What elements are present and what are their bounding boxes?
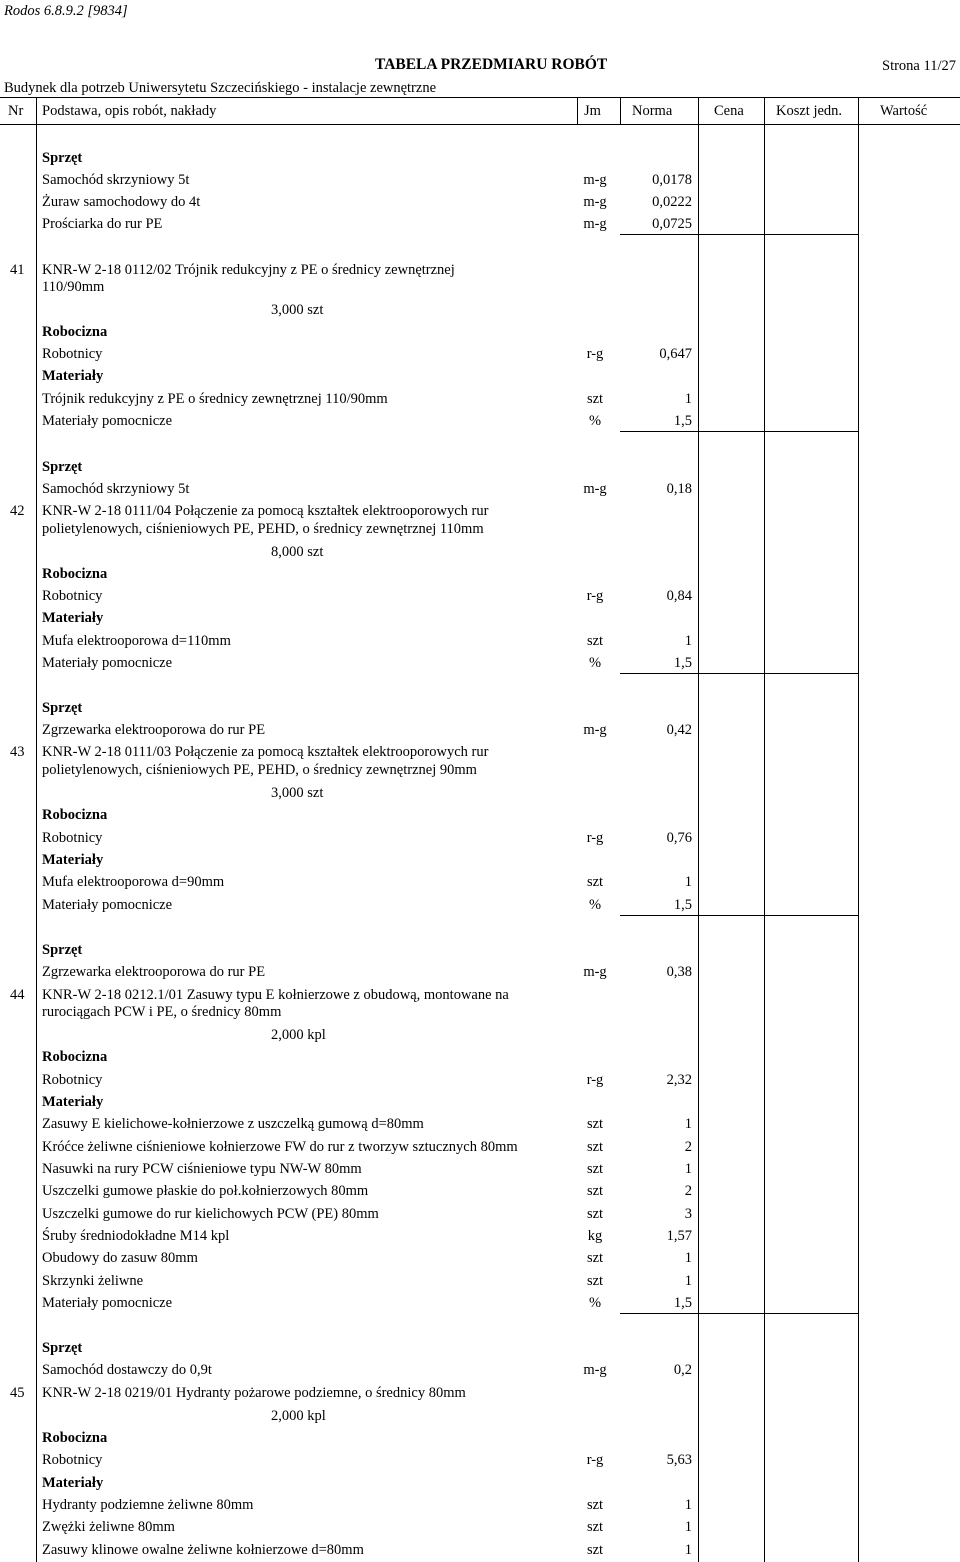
subtotal-line (620, 1313, 858, 1314)
unit-cell: szt (586, 1206, 604, 1222)
norma-cell: 1 (684, 391, 692, 407)
norma-cell: 2,32 (666, 1072, 692, 1088)
norma-cell: 1 (684, 1116, 692, 1132)
unit-cell: kg (587, 1228, 603, 1244)
unit-cell: m-g (583, 216, 607, 232)
unit-cell: szt (586, 391, 604, 407)
unit-cell: r-g (586, 346, 604, 362)
col-sep-5 (764, 97, 765, 1562)
section-label: Sprzęt (42, 1340, 83, 1356)
resource-name: Nasuwki na rury PCW ciśnieniowe typu NW-W 80mm (42, 1161, 362, 1177)
item-number: 44 (10, 987, 25, 1003)
document-title: TABELA PRZEDMIARU ROBÓT (375, 56, 608, 73)
section-label: Robocizna (42, 566, 108, 582)
header-nr: Nr (8, 103, 24, 119)
subtotal-line (620, 431, 858, 432)
section-label: Materiały (42, 610, 104, 626)
resource-name: Samochód dostawczy do 0,9t (42, 1362, 212, 1378)
resource-name: Robotnicy (42, 1072, 103, 1088)
unit-cell: szt (586, 1497, 604, 1513)
norma-cell: 1 (684, 874, 692, 890)
resource-name: 110/90mm (42, 279, 105, 295)
header-koszt: Koszt jedn. (776, 103, 843, 119)
norma-cell: 0,0178 (652, 172, 692, 188)
section-label: Sprzęt (42, 459, 83, 475)
resource-name: Prościarka do rur PE (42, 216, 163, 232)
subtotal-line (620, 234, 858, 235)
resource-name: Robotnicy (42, 346, 103, 362)
unit-cell: szt (586, 1139, 604, 1155)
unit-cell: % (588, 413, 602, 429)
norma-cell: 1 (684, 633, 692, 649)
header-norma: Norma (632, 103, 673, 119)
resource-name: Żuraw samochodowy do 4t (42, 194, 201, 210)
resource-name: Samochód skrzyniowy 5t (42, 172, 190, 188)
norma-cell: 0,0222 (652, 194, 692, 210)
unit-cell: m-g (583, 481, 607, 497)
subtotal-line (620, 915, 858, 916)
unit-cell: m-g (583, 1362, 607, 1378)
resource-name: Króćce żeliwne ciśnieniowe kołnierzowe FW do rur z tworzyw sztucznych 80mm (42, 1139, 518, 1155)
resource-name: Trójnik redukcyjny z PE o średnicy zewnętrznej 110/90mm (42, 391, 388, 407)
norma-cell: 0,2 (673, 1362, 692, 1378)
section-label: Materiały (42, 368, 104, 384)
resource-name: Materiały pomocnicze (42, 1295, 173, 1311)
unit-cell: r-g (586, 588, 604, 604)
item-basis: KNR-W 2-18 0111/03 Połączenie za pomocą kształtek elektrooporowych rur (42, 744, 489, 760)
resource-name: Robotnicy (42, 830, 103, 846)
unit-cell: szt (586, 1183, 604, 1199)
item-number: 41 (10, 262, 25, 278)
resource-name: Zgrzewarka elektrooporowa do rur PE (42, 964, 266, 980)
unit-cell: szt (586, 1542, 604, 1558)
col-sep-3 (620, 97, 621, 125)
item-number: 43 (10, 744, 25, 760)
unit-cell: szt (586, 1116, 604, 1132)
col-sep-1 (36, 97, 37, 1562)
resource-name: Mufa elektrooporowa d=90mm (42, 874, 225, 890)
resource-name: Zgrzewarka elektrooporowa do rur PE (42, 722, 266, 738)
norma-cell: 2 (684, 1139, 692, 1155)
norma-cell: 1 (684, 1161, 692, 1177)
norma-cell: 1,5 (673, 1295, 692, 1311)
header-podstawa: Podstawa, opis robót, nakłady (42, 103, 217, 119)
norma-cell: 3 (684, 1206, 692, 1222)
resource-name: Śruby średniodokładne M14 kpl (42, 1228, 230, 1244)
norma-cell: 0,18 (666, 481, 692, 497)
header-top-line (0, 97, 960, 98)
unit-cell: % (588, 897, 602, 913)
norma-cell: 1,57 (666, 1228, 692, 1244)
unit-cell: % (588, 655, 602, 671)
quantity-label: 3,000 szt (271, 785, 324, 801)
col-sep-6 (858, 97, 859, 1562)
norma-cell: 1,5 (673, 897, 692, 913)
norma-cell: 0,0725 (652, 216, 692, 232)
resource-name: Uszczelki gumowe płaskie do poł.kołnierzowych 80mm (42, 1183, 369, 1199)
norma-cell: 1 (684, 1250, 692, 1266)
unit-cell: m-g (583, 964, 607, 980)
section-label: Materiały (42, 1094, 104, 1110)
header-cena: Cena (714, 103, 744, 119)
unit-cell: m-g (583, 172, 607, 188)
unit-cell: szt (586, 1250, 604, 1266)
header-jm: Jm (584, 103, 601, 119)
norma-cell: 0,647 (659, 346, 692, 362)
norma-cell: 1,5 (673, 413, 692, 429)
section-label: Robocizna (42, 1430, 108, 1446)
section-label: Robocizna (42, 324, 108, 340)
resource-name: Zwężki żeliwne 80mm (42, 1519, 175, 1535)
unit-cell: szt (586, 874, 604, 890)
norma-cell: 0,84 (666, 588, 692, 604)
resource-name: Zasuwy klinowe owalne żeliwne kołnierzowe d=80mm (42, 1542, 364, 1558)
unit-cell: szt (586, 1161, 604, 1177)
norma-cell: 0,76 (666, 830, 692, 846)
item-basis: KNR-W 2-18 0112/02 Trójnik redukcyjny z PE o średnicy zewnętrznej (42, 262, 455, 278)
resource-name: Skrzynki żeliwne (42, 1273, 144, 1289)
quantity-label: 2,000 kpl (271, 1027, 326, 1043)
resource-name: Zasuwy E kielichowe-kołnierzowe z uszczelką gumową d=80mm (42, 1116, 424, 1132)
header-bottom-line (0, 124, 960, 125)
unit-cell: szt (586, 1273, 604, 1289)
resource-name: polietylenowych, ciśnieniowych PE, PEHD, o średnicy zewnętrznej 90mm (42, 762, 477, 778)
unit-cell: r-g (586, 1452, 604, 1468)
norma-cell: 0,38 (666, 964, 692, 980)
header-wartosc: Wartość (880, 103, 928, 119)
section-label: Robocizna (42, 807, 108, 823)
resource-name: Materiały pomocnicze (42, 655, 173, 671)
col-sep-2 (577, 97, 578, 125)
document-subtitle: Budynek dla potrzeb Uniwersytetu Szczecińskiego - instalacje zewnętrzne (4, 80, 437, 96)
resource-name: Uszczelki gumowe do rur kielichowych PCW (PE) 80mm (42, 1206, 379, 1222)
unit-cell: m-g (583, 194, 607, 210)
page-number: Strona 11/27 (882, 58, 956, 74)
quantity-label: 8,000 szt (271, 544, 324, 560)
norma-cell: 1 (684, 1542, 692, 1558)
item-number: 45 (10, 1385, 25, 1401)
unit-cell: szt (586, 1519, 604, 1535)
section-label: Sprzęt (42, 150, 83, 166)
quantity-label: 3,000 szt (271, 302, 324, 318)
unit-cell: m-g (583, 722, 607, 738)
item-number: 42 (10, 503, 25, 519)
norma-cell: 1 (684, 1497, 692, 1513)
section-label: Materiały (42, 1475, 104, 1491)
resource-name: rurociągach PCW i PE, o średnicy 80mm (42, 1004, 282, 1020)
resource-name: Materiały pomocnicze (42, 897, 173, 913)
norma-cell: 1 (684, 1519, 692, 1535)
unit-cell: r-g (586, 830, 604, 846)
section-label: Robocizna (42, 1049, 108, 1065)
unit-cell: szt (586, 633, 604, 649)
resource-name: Mufa elektrooporowa d=110mm (42, 633, 231, 649)
resource-name: Materiały pomocnicze (42, 413, 173, 429)
program-label: Rodos 6.8.9.2 [9834] (4, 3, 128, 19)
norma-cell: 1 (684, 1273, 692, 1289)
col-sep-4 (698, 97, 699, 1562)
norma-cell: 0,42 (666, 722, 692, 738)
section-label: Sprzęt (42, 700, 83, 716)
item-basis: KNR-W 2-18 0212.1/01 Zasuwy typu E kołnierzowe z obudową, montowane na (42, 987, 509, 1003)
unit-cell: r-g (586, 1072, 604, 1088)
norma-cell: 5,63 (666, 1452, 692, 1468)
resource-name: polietylenowych, ciśnieniowych PE, PEHD, o średnicy zewnętrznej 110mm (42, 521, 484, 537)
resource-name: Hydranty podziemne żeliwne 80mm (42, 1497, 254, 1513)
resource-name: Robotnicy (42, 1452, 103, 1468)
section-label: Sprzęt (42, 942, 83, 958)
resource-name: Samochód skrzyniowy 5t (42, 481, 190, 497)
resource-name: Robotnicy (42, 588, 103, 604)
item-basis: KNR-W 2-18 0219/01 Hydranty pożarowe podziemne, o średnicy 80mm (42, 1385, 466, 1401)
unit-cell: % (588, 1295, 602, 1311)
section-label: Materiały (42, 852, 104, 868)
item-basis: KNR-W 2-18 0111/04 Połączenie za pomocą kształtek elektrooporowych rur (42, 503, 489, 519)
subtotal-line (620, 673, 858, 674)
quantity-label: 2,000 kpl (271, 1408, 326, 1424)
norma-cell: 1,5 (673, 655, 692, 671)
resource-name: Obudowy do zasuw 80mm (42, 1250, 198, 1266)
norma-cell: 2 (684, 1183, 692, 1199)
